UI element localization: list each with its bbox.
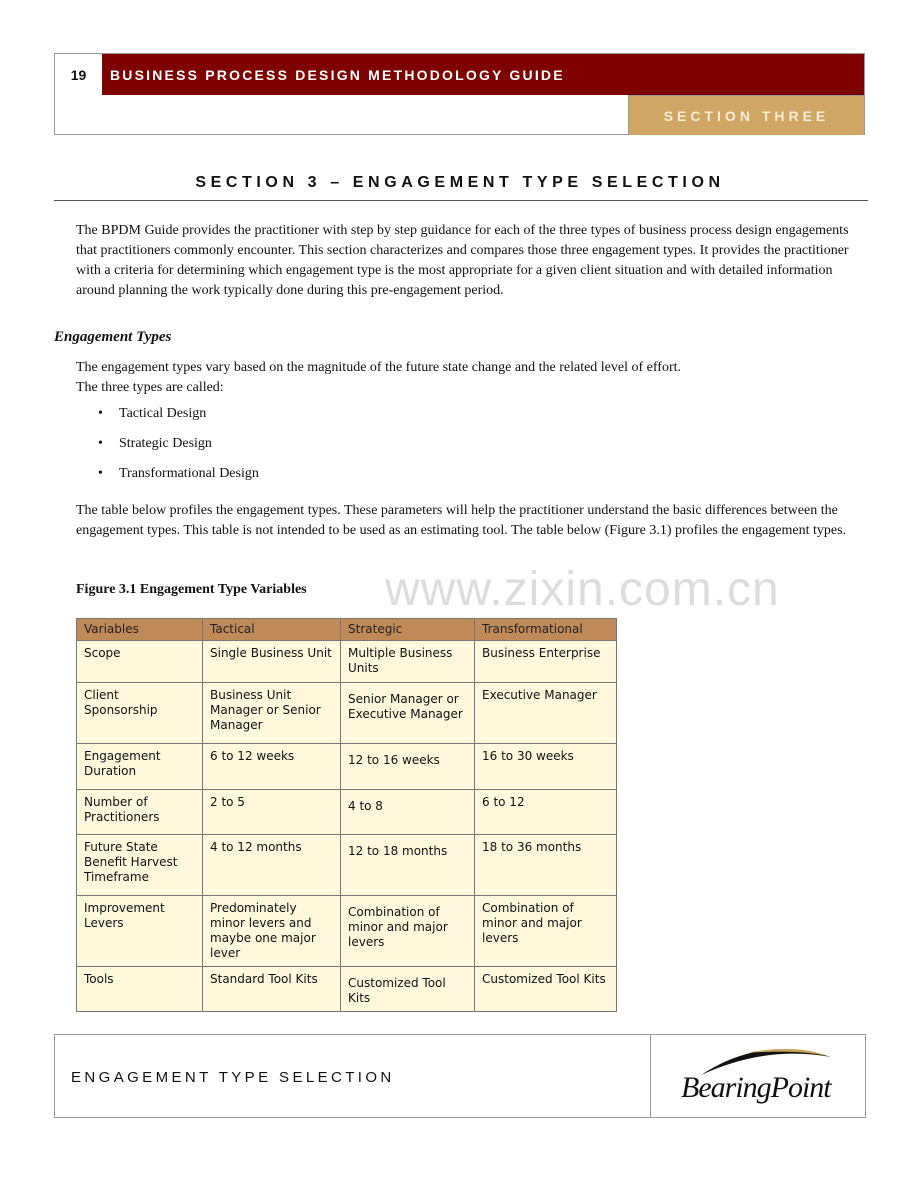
- table-cell: 6 to 12: [475, 790, 617, 835]
- table-cell: 16 to 30 weeks: [475, 744, 617, 790]
- table-cell: Number of Practitioners: [77, 790, 203, 835]
- page-footer: [54, 1034, 866, 1118]
- bullet-text: Transformational Design: [119, 466, 259, 481]
- guide-title: BUSINESS PROCESS DESIGN METHODOLOGY GUIDE: [102, 54, 864, 95]
- table-row: [77, 896, 617, 967]
- page-header: [54, 53, 865, 135]
- column-header: Variables: [77, 619, 203, 641]
- bullet-item: [98, 466, 259, 482]
- watermark: www.zixin.com.cn: [385, 563, 780, 616]
- table-row: [77, 641, 617, 683]
- table-intro-paragraph: The table below profiles the engagement types. These parameters will help the practitioner understand the basic differences between the engagement types. This table is not intended to be used as an estimating tool. The table below (Figure 3.1) profiles the engagement types.: [76, 503, 847, 538]
- engagement-paragraph-1: The engagement types vary based on the magnitude of the future state change and the related level of effort.: [76, 360, 682, 375]
- table-cell: Executive Manager: [475, 683, 617, 744]
- figure-caption: Figure 3.1 Engagement Type Variables: [76, 582, 307, 597]
- table-cell: 18 to 36 months: [475, 835, 617, 896]
- column-header: Transformational: [475, 619, 617, 641]
- table-cell: Combination of minor and major levers: [341, 896, 475, 967]
- table-cell: 4 to 8: [341, 790, 475, 835]
- bullet-icon: •: [98, 466, 103, 481]
- title-divider: [54, 200, 868, 201]
- table-row: [77, 683, 617, 744]
- bullet-item: [98, 436, 212, 452]
- engagement-types-heading: Engagement Types: [54, 329, 172, 345]
- table-row: [77, 790, 617, 835]
- table-cell: Senior Manager or Executive Manager: [341, 683, 475, 744]
- table-row: [77, 967, 617, 1012]
- table-cell: Tools: [77, 967, 203, 1012]
- table-cell: 6 to 12 weeks: [203, 744, 341, 790]
- column-header: Tactical: [203, 619, 341, 641]
- table-cell: Combination of minor and major levers: [475, 896, 617, 967]
- table-cell: Standard Tool Kits: [203, 967, 341, 1012]
- table-cell: Customized Tool Kits: [475, 967, 617, 1012]
- table-cell: Customized Tool Kits: [341, 967, 475, 1012]
- table-cell: Scope: [77, 641, 203, 683]
- table-header-row: [77, 619, 617, 641]
- footer-label: ENGAGEMENT TYPE SELECTION: [71, 1069, 395, 1086]
- bullet-item: [98, 406, 206, 422]
- table-cell: Multiple Business Units: [341, 641, 475, 683]
- table-row: [77, 835, 617, 896]
- table-cell: 2 to 5: [203, 790, 341, 835]
- page-title: SECTION 3 – ENGAGEMENT TYPE SELECTION: [195, 174, 725, 191]
- engagement-type-table: [76, 618, 617, 1012]
- table-cell: 12 to 16 weeks: [341, 744, 475, 790]
- table-cell: Client Sponsorship: [77, 683, 203, 744]
- table-cell: Single Business Unit: [203, 641, 341, 683]
- table-cell: Business Unit Manager or Senior Manager: [203, 683, 341, 744]
- table-cell: Predominately minor levers and maybe one major lever: [203, 896, 341, 967]
- table-row: [77, 744, 617, 790]
- table-cell: Business Enterprise: [475, 641, 617, 683]
- table-cell: 12 to 18 months: [341, 835, 475, 896]
- table-cell: 4 to 12 months: [203, 835, 341, 896]
- column-header: Strategic: [341, 619, 475, 641]
- intro-paragraph: The BPDM Guide provides the practitioner with step by step guidance for each of the three types of business process design engagements that practitioners commonly encounter. This section characterizes and compares those three engagement types. It provides the practitioner with a criteria for determining which engagement type is the most appropriate for a given client situation and with detailed information around planning the work typically done during this pre-engagement period.: [76, 223, 849, 298]
- bullet-icon: •: [98, 406, 103, 421]
- table-cell: Future State Benefit Harvest Timeframe: [77, 835, 203, 896]
- bearingpoint-logo: BearingPoint: [650, 1035, 866, 1117]
- table-cell: Engagement Duration: [77, 744, 203, 790]
- section-label: SECTION THREE: [628, 95, 864, 135]
- bullet-text: Tactical Design: [119, 406, 207, 421]
- engagement-paragraph-2: The three types are called:: [76, 380, 224, 395]
- bullet-icon: •: [98, 436, 103, 451]
- page-number: 19: [55, 54, 102, 95]
- bullet-text: Strategic Design: [119, 436, 212, 451]
- table-cell: Improvement Levers: [77, 896, 203, 967]
